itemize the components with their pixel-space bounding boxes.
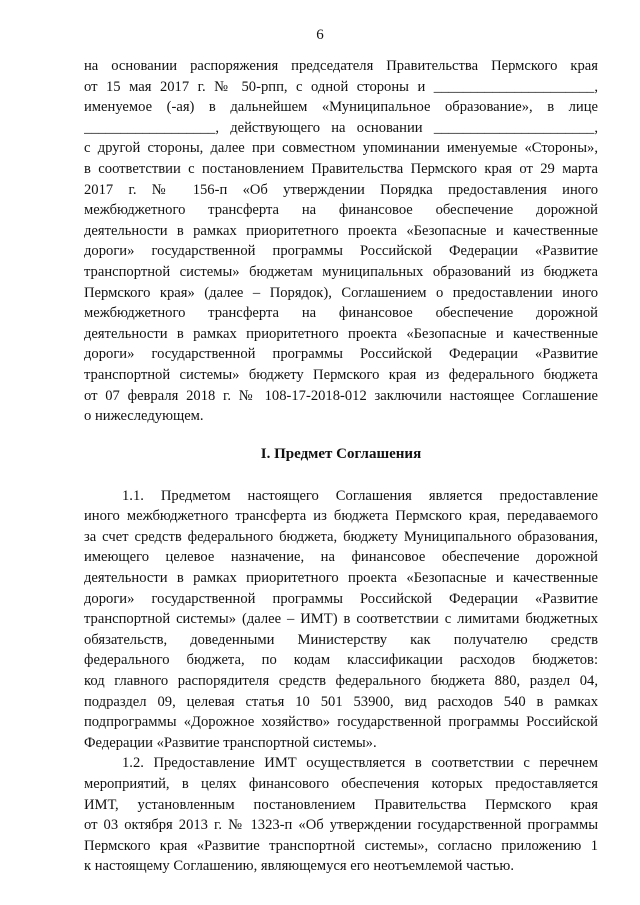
text-line: от 03 октября 2013 г. № 1323-п «Об утверждении государственной программы [84,817,598,834]
text-line: транспортной системы» (далее – ИМТ) в соответствии с лимитами бюджетных [84,611,598,628]
text-line: обязательств, доведенными Министерству как получателю средств [84,631,598,648]
text-line: код главного распорядителя средств федерального бюджета 880, раздел 04, [84,673,598,690]
text-line: от 15 мая 2017 г. № 50-рпп, с одной стороны и ______________________, [84,78,598,95]
text-line: о нижеследующем. [84,408,204,425]
text-line: межбюджетного трансферта на финансовое обеспечение дорожной [84,202,598,219]
text-line: дороги» государственной программы Российской Федерации «Развитие [84,346,598,363]
text-line: дороги» государственной программы Российской Федерации «Развитие [84,243,598,260]
text-line: федерального бюджета, по кодам классификации расходов бюджетов: [84,652,598,669]
text-line: 1.1. Предметом настоящего Соглашения является предоставление [122,487,598,504]
text-line: Пермского края «Развитие транспортной системы», согласно приложению 1 [84,837,598,854]
text-line: на основании распоряжения председателя Правительства Пермского края [84,58,598,74]
text-line: мероприятий, в целях финансового обеспечения которых предоставляется [84,776,598,792]
text-line: межбюджетного трансферта на финансовое обеспечение дорожной [84,305,598,322]
text-line: деятельности в рамках приоритетного проекта «Безопасные и качественные [84,570,598,587]
text-line: за счет средств федерального бюджета, бюджету Муниципального образования, [84,528,598,545]
text-line: транспортной системы» бюджету Пермского края из федерального бюджета [84,366,598,383]
preamble-paragraph [84,56,598,427]
text-line: ИМТ, установленным постановлением Правительства Пермского края [84,796,598,813]
text-line: деятельности в рамках приоритетного проекта «Безопасные и качественные [84,222,598,239]
clause-1-2-paragraph [84,753,598,877]
text-line: к настоящему Соглашению, являющемуся его неотъемлемой частью. [84,858,514,875]
text-line: Федерации «Развитие транспортной системы». [84,734,377,751]
page-number: 6 [316,27,324,43]
text-line: именуемое (-ая) в дальнейшем «Муниципальное образование», в лице [84,99,598,116]
text-line: подпрограммы «Дорожное хозяйство» государственной программы Российской [84,714,598,731]
text-line: с другой стороны, далее при совместном упоминании именуемые «Стороны», [84,140,598,157]
text-line: в соответствии с постановлением Правительства Пермского края от 29 марта [84,160,598,177]
section-title: I. Предмет Соглашения [260,445,422,462]
text-line: подраздел 09, целевая статья 10 501 53900, вид расходов 540 в рамках [84,693,598,710]
text-line: транспортной системы» бюджетам муниципальных образований из бюджета [84,263,598,280]
document-body [84,56,598,877]
clause-1-1-paragraph [84,486,598,754]
text-line: иного межбюджетного трансферта из бюджета Пермского края, передаваемого [84,508,598,525]
text-line: 1.2. Предоставление ИМТ осуществляется в соответствии с перечнем [122,755,598,772]
text-line: __________________, действующего на основании ______________________, [84,119,598,136]
text-line: дороги» государственной программы Российской Федерации «Развитие [84,590,598,607]
text-line: имеющего целевое назначение, на финансовое обеспечение дорожной [84,549,598,566]
text-line: от 07 февраля 2018 г. № 108-17-2018-012 заключили настоящее Соглашение [84,387,598,404]
text-line: 2017 г. № 156-п «Об утверждении Порядка предоставления иного [84,181,598,198]
text-line: Пермского края» (далее – Порядок), Соглашением о предоставлении иного [84,284,598,301]
text-line: деятельности в рамках приоритетного проекта «Безопасные и качественные [84,325,598,342]
